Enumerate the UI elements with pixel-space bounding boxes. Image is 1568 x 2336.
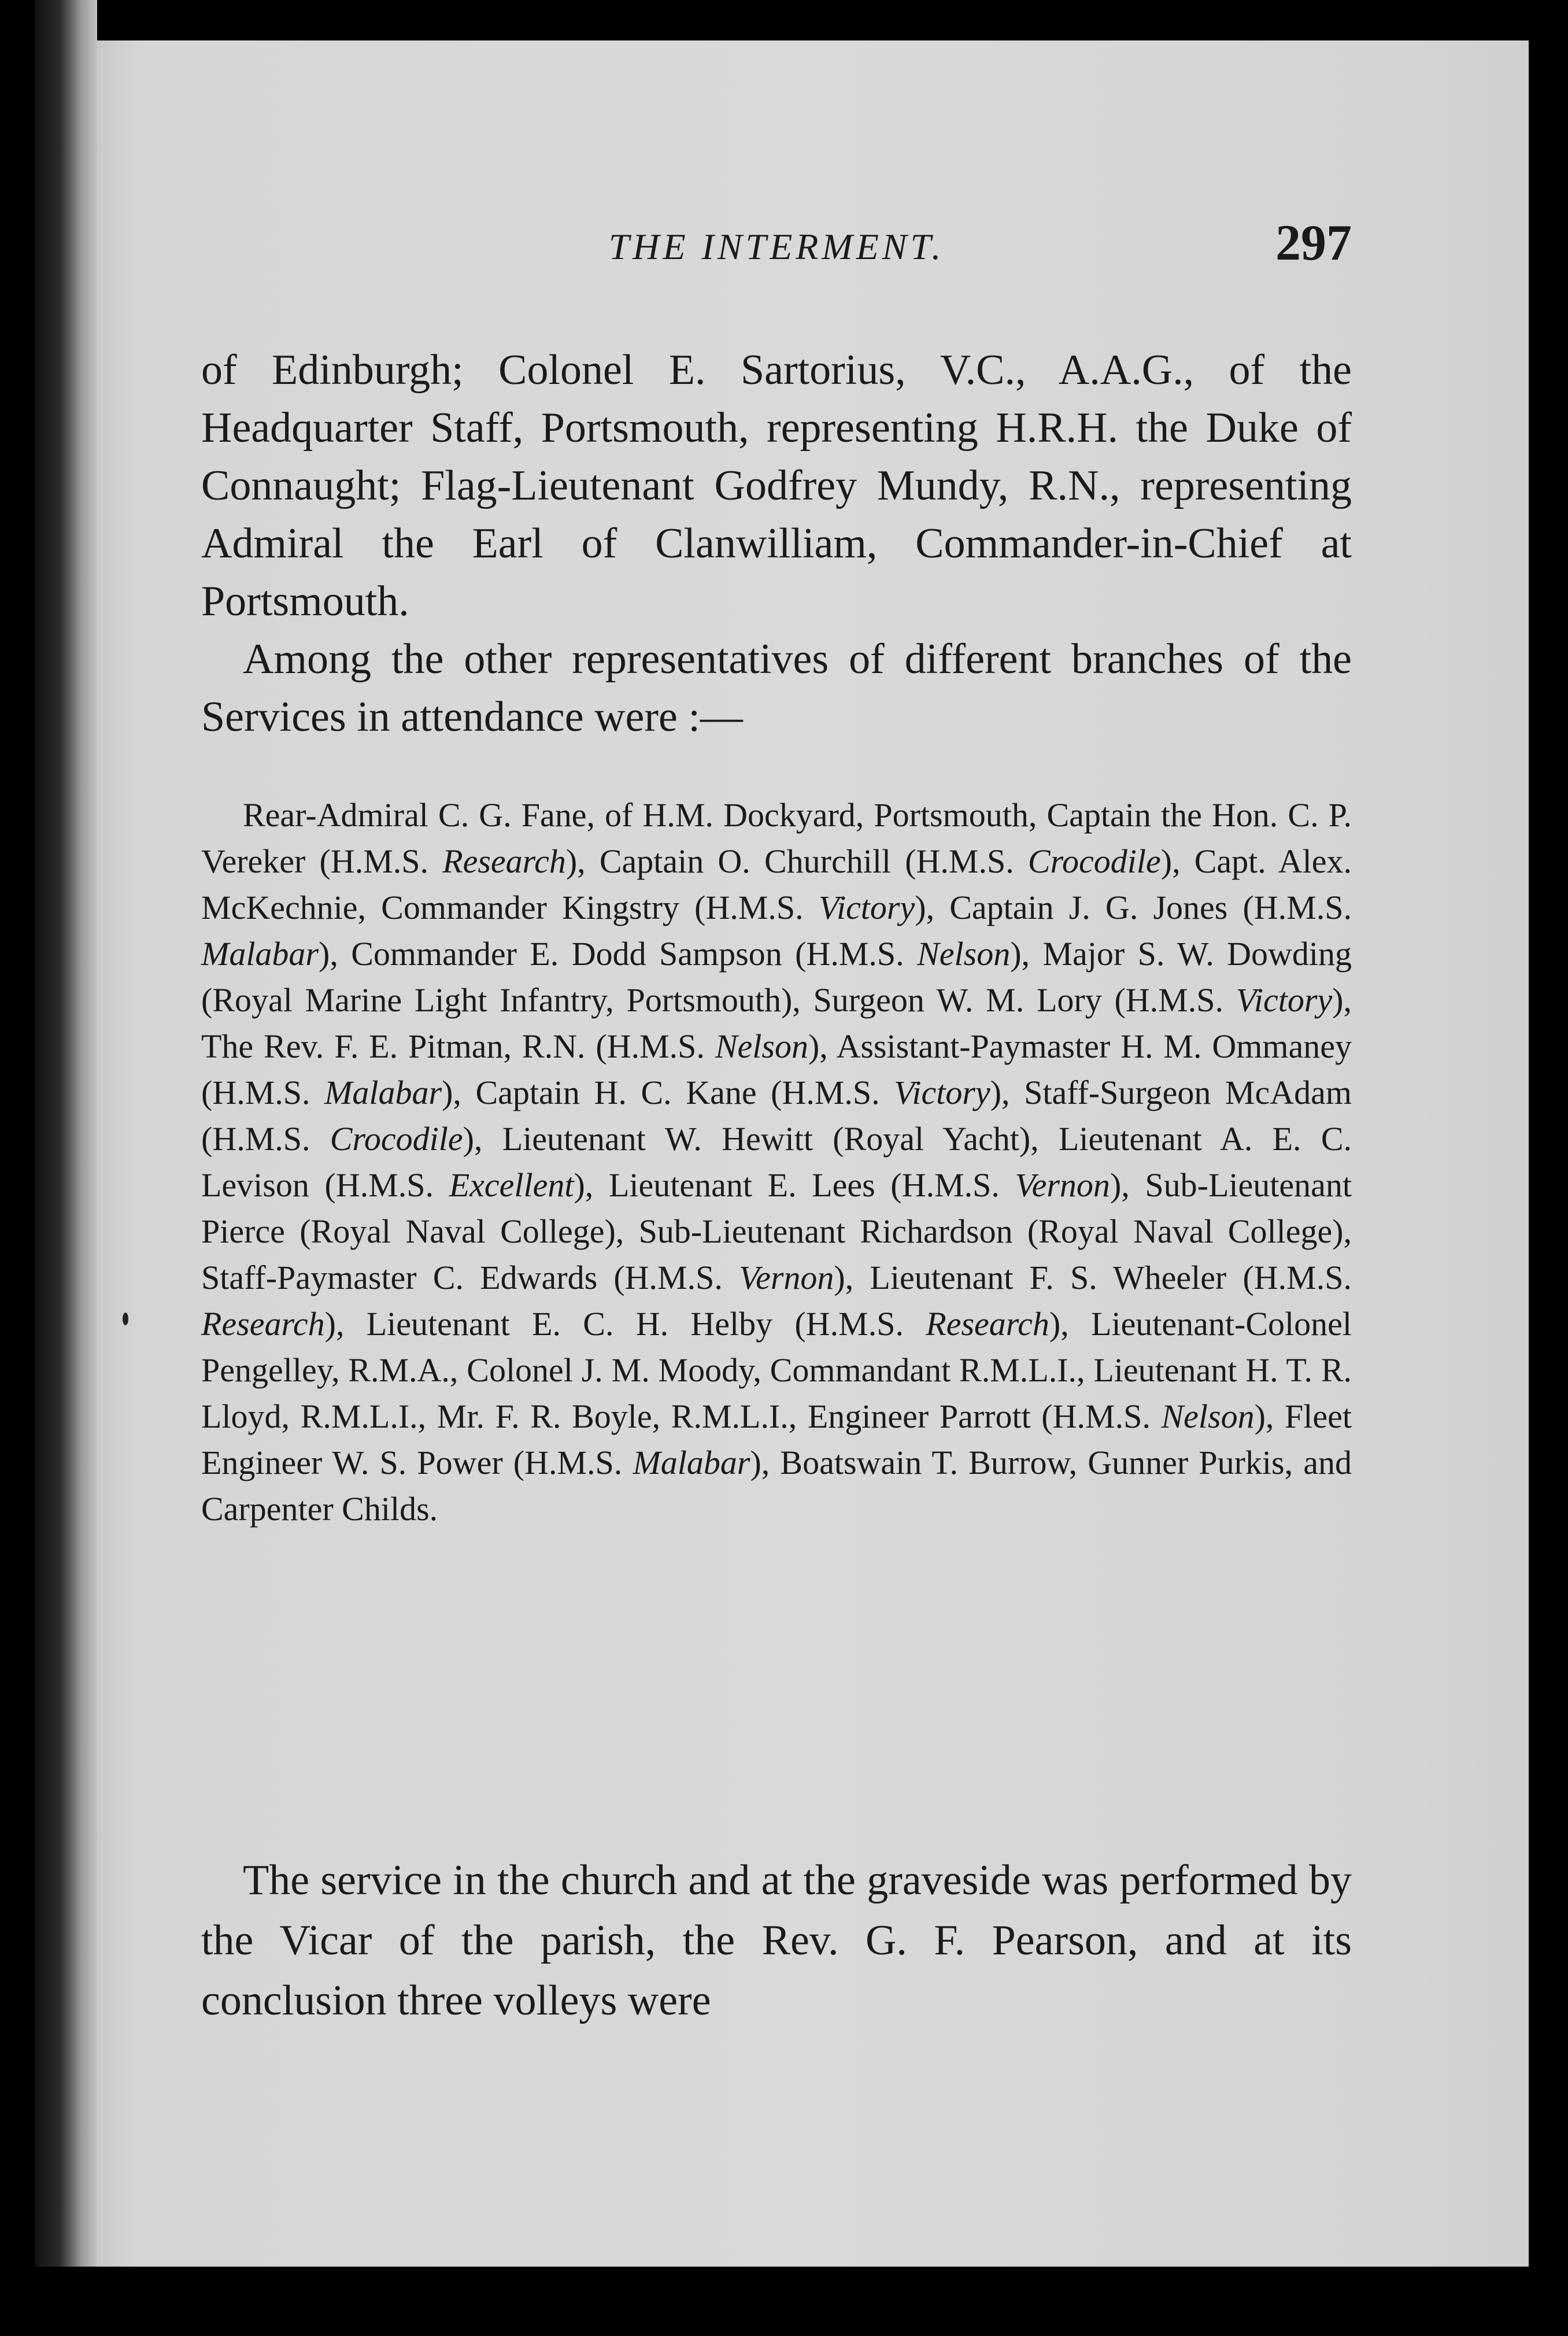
ship-name: Nelson <box>917 935 1011 973</box>
ship-name: Malabar <box>324 1074 442 1111</box>
list-text: ), Lieutenant E. C. H. Helby (H.M.S. <box>324 1305 926 1343</box>
list-text: ), Fleet Engineer W. S. Power (H.M.S. <box>201 1398 1352 1481</box>
ship-name: Nelson <box>1161 1398 1255 1435</box>
list-text: ), Lieutenant W. Hewitt (Royal Yacht), Lieutenant A. E. C. Levison (H.M.S. <box>201 1120 1352 1204</box>
list-text: ), Sub-Lieutenant Pierce (Royal Naval College), Sub-Lieutenant Richardson (Royal Naval College), Staff-Paymaster C. Edwards (H.M.S. <box>201 1166 1352 1296</box>
ship-name: Crocodile <box>1027 842 1161 880</box>
ship-name: Malabar <box>633 1444 750 1481</box>
list-text: ), The Rev. F. E. Pitman, R.N. (H.M.S. <box>201 981 1352 1065</box>
ship-name: Vernon <box>1015 1166 1110 1204</box>
list-text: ), Boatswain T. Burrow, Gunner Purkis, and Carpenter Childs. <box>201 1444 1352 1528</box>
ship-name: Malabar <box>201 935 319 973</box>
ship-name: Crocodile <box>330 1120 463 1158</box>
ship-name: Research <box>926 1305 1049 1343</box>
list-text: ), Commander E. Dodd Sampson (H.M.S. <box>319 935 918 973</box>
list-text: ), Assistant-Paymaster H. M. Ommaney (H.M.S. <box>201 1027 1352 1111</box>
ship-name: Victory <box>1236 981 1333 1019</box>
book-page <box>97 40 1529 2267</box>
paragraph-service: The service in the church and at the graveside was performed by the Vicar of the parish, the Rev. G. F. Pearson, and at its conclusion three volleys were <box>201 1857 1352 2024</box>
running-title: THE INTERMENT. <box>608 226 945 267</box>
list-text: ), Captain J. G. Jones (H.M.S. <box>915 889 1352 926</box>
list-text: Rear-Admiral C. G. Fane, of H.M. Dockyard, Portsmouth, Captain the Hon. C. P. Vereker (H.M.S. <box>201 796 1352 880</box>
ship-name: Victory <box>818 889 915 926</box>
page-header <box>201 214 1352 283</box>
list-text: ), Captain O. Churchill (H.M.S. <box>565 842 1028 880</box>
scan-left-edge <box>35 0 97 2267</box>
ship-name: Victory <box>894 1074 990 1111</box>
list-text: ), Lieutenant-Colonel Pengelley, R.M.A., Colonel J. M. Moody, Commandant R.M.L.I., Lieutenant H. T. R. Lloyd, R.M.L.I., Mr. F. R. Boyle, R.M.L.I., Engineer Parrott (H.M.S. <box>201 1305 1352 1435</box>
list-text: ), Major S. W. Dowding (Royal Marine Light Infantry, Portsmouth), Surgeon W. M. Lory (H.M.S. <box>201 935 1352 1019</box>
ship-name: Research <box>442 842 566 880</box>
paragraph-representatives-intro: Among the other representatives of different branches of the Services in attendance were :— <box>201 635 1352 741</box>
attendee-list <box>201 792 1352 1532</box>
list-text: ), Capt. Alex. McKechnie, Commander Kingstry (H.M.S. <box>201 842 1352 926</box>
page-number: 297 <box>1275 215 1352 271</box>
scan-speck <box>123 1313 128 1325</box>
paragraph-continuation: of Edinburgh; Colonel E. Sartorius, V.C., A.A.G., of the Headquarter Staff, Portsmouth, representing H.R.H. the Duke of Connaught; Flag-Lieutenant Godfrey Mundy, R.N., representing Admiral the Earl of Clanwilliam, Commander-in-Chief at Portsmouth. <box>201 346 1352 625</box>
ship-name: Excellent <box>449 1166 574 1204</box>
list-text: ), Lieutenant E. Lees (H.M.S. <box>574 1166 1015 1204</box>
main-text <box>201 341 1352 746</box>
list-text: ), Captain H. C. Kane (H.M.S. <box>442 1074 894 1111</box>
list-text: ), Staff-Surgeon McAdam (H.M.S. <box>201 1074 1352 1158</box>
ship-name: Vernon <box>739 1259 834 1296</box>
ship-name: Nelson <box>715 1027 808 1065</box>
ship-name: Research <box>201 1305 325 1343</box>
list-text: ), Lieutenant F. S. Wheeler (H.M.S. <box>834 1259 1352 1296</box>
